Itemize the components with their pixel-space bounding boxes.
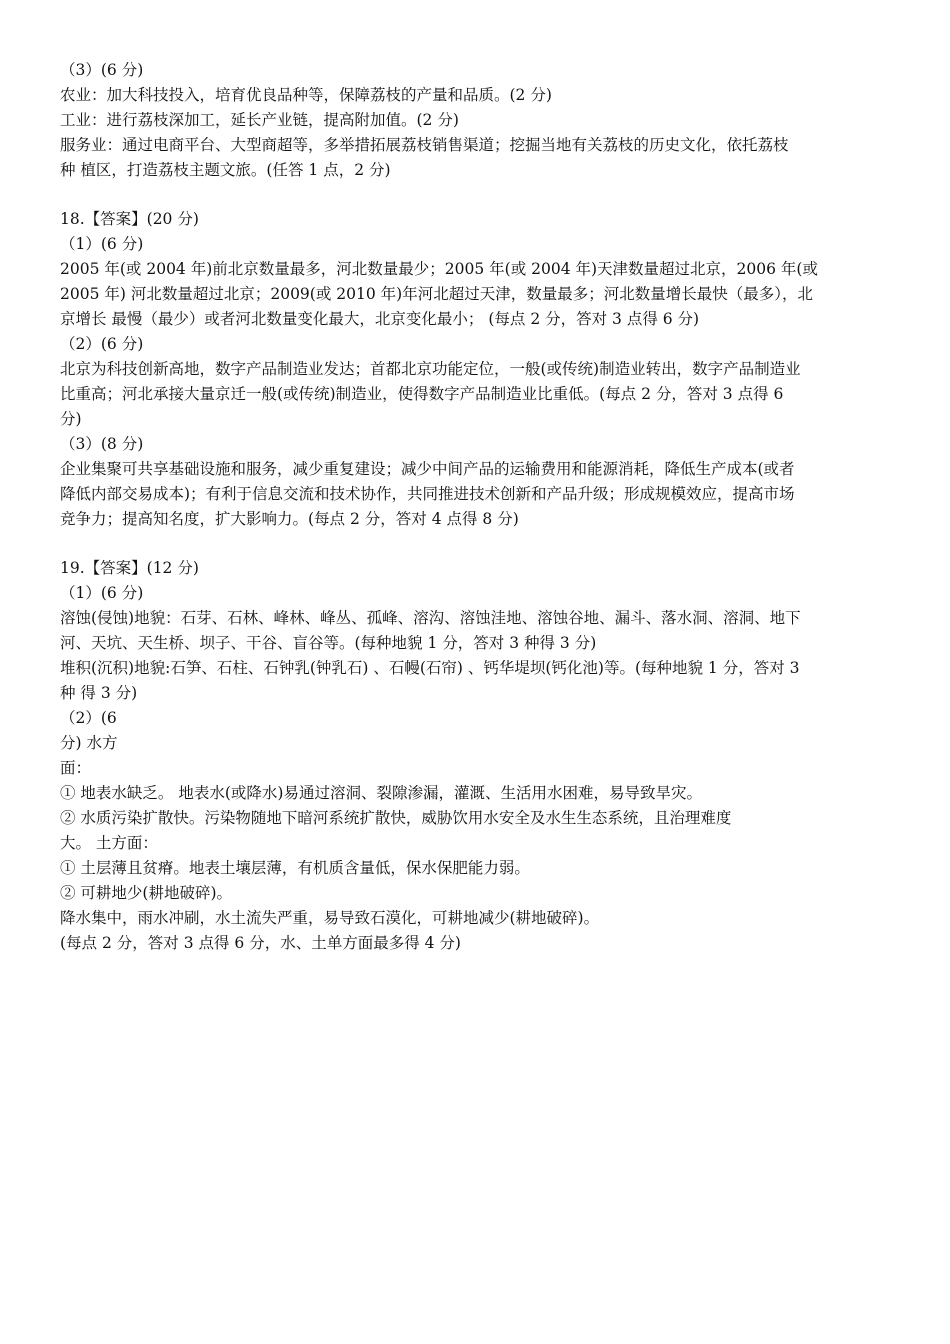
q18-part3-line1: 企业集聚可共享基础设施和服务，减少重复建设；减少中间产品的运输费用和能源消耗，降低生产成本(或者: [60, 460, 795, 478]
q19-part1-line1: 溶蚀(侵蚀)地貌：石芽、石林、峰林、峰丛、孤峰、溶沟、溶蚀洼地、溶蚀谷地、漏斗、落水洞、溶洞、地下: [60, 609, 801, 627]
q17-industry: 工业：进行荔枝深加工，延长产业链，提高附加值。(2 分): [60, 111, 459, 129]
q18-part1-line3: 京增长 最慢（最少）或者河北数量变化最大，北京变化最小； (每点 2 分，答对 3 点得 6 分): [60, 310, 700, 328]
answer-document: [60, 58, 894, 956]
q19-soil-point2-detail: 降水集中，雨水冲刷，水土流失严重，易导致石漠化，可耕地减少(耕地破碎)。: [60, 909, 600, 927]
section-gap: [60, 183, 894, 207]
q17-part3-label: （3）(6 分): [60, 61, 144, 79]
q19-part2-label-line1: （2）(6: [60, 709, 117, 727]
q18-part2-line1: 北京为科技创新高地，数字产品制造业发达；首都北京功能定位，一般(或传统)制造业转出，数字产品制造业: [60, 360, 801, 378]
q19-part1-line4: 种 得 3 分): [60, 684, 138, 702]
q18-part3-label: （3）(8 分): [60, 435, 144, 453]
q19-water-point2-line1: ② 水质污染扩散快。污染物随地下暗河系统扩散快，威胁饮用水安全及水生生态系统，且治理难度: [60, 809, 732, 827]
section-gap: [60, 532, 894, 556]
q18-part2-label: （2）(6 分): [60, 335, 144, 353]
q19-part2-label-line3: 面：: [60, 759, 92, 777]
q19-soil-point2: ② 可耕地少(耕地破碎)。: [60, 884, 233, 902]
q18-part3-line3: 竞争力；提高知名度，扩大影响力。(每点 2 分，答对 4 点得 8 分): [60, 510, 519, 528]
q19-scoring-note: (每点 2 分，答对 3 点得 6 分，水、土单方面最多得 4 分): [60, 934, 461, 952]
q18-part3-line2: 降低内部交易成本)；有利于信息交流和技术协作，共同推进技术创新和产品升级；形成规模效应，提高市场: [60, 485, 795, 503]
q19-part1-line3: 堆积(沉积)地貌:石笋、石柱、石钟乳(钟乳石) 、石幔(石帘) 、钙华堤坝(钙化池)等。(每种地貌 1 分，答对 3: [60, 659, 800, 677]
q18-part2-line2: 比重高；河北承接大量京迁一般(或传统)制造业，使得数字产品制造业比重低。(每点 2 分，答对 3 点得 6: [60, 385, 784, 403]
q19-title: 19.【答案】(12 分): [60, 559, 199, 577]
q18-part1-label: （1）(6 分): [60, 235, 144, 253]
q19-part1-label: （1）(6 分): [60, 584, 144, 602]
q18-part1-line2: 2005 年) 河北数量超过北京；2009(或 2010 年)年河北超过天津，数量最多；河北数量增长最快（最多），北: [60, 285, 813, 303]
q19-water-point2-line2: 大。 土方面：: [60, 834, 158, 852]
q19-water-point1: ① 地表水缺乏。 地表水(或降水)易通过溶洞、裂隙渗漏，灌溉、生活用水困难，易导致旱灾。: [60, 784, 702, 802]
q17-services-line1: 服务业：通过电商平台、大型商超等，多举措拓展荔枝销售渠道；挖掘当地有关荔枝的历史文化，依托荔枝: [60, 136, 789, 154]
q17-services-line2: 种 植区，打造荔枝主题文旅。(任答 1 点，2 分): [60, 161, 391, 179]
q17-agriculture: 农业：加大科技投入，培育优良品种等，保障荔枝的产量和品质。(2 分): [60, 86, 552, 104]
q19-soil-point1: ① 土层薄且贫瘠。地表土壤层薄，有机质含量低，保水保肥能力弱。: [60, 859, 530, 877]
q19-part1-line2: 河、天坑、天生桥、坝子、干谷、盲谷等。(每种地貌 1 分，答对 3 种得 3 分): [60, 634, 597, 652]
q19-part2-label-line2: 分) 水方: [60, 734, 118, 752]
q18-part2-line3: 分): [60, 410, 82, 428]
q18-title: 18.【答案】(20 分): [60, 210, 199, 228]
q18-part1-line1: 2005 年(或 2004 年)前北京数量最多，河北数量最少；2005 年(或 2004 年)天津数量超过北京，2006 年(或: [60, 260, 818, 278]
